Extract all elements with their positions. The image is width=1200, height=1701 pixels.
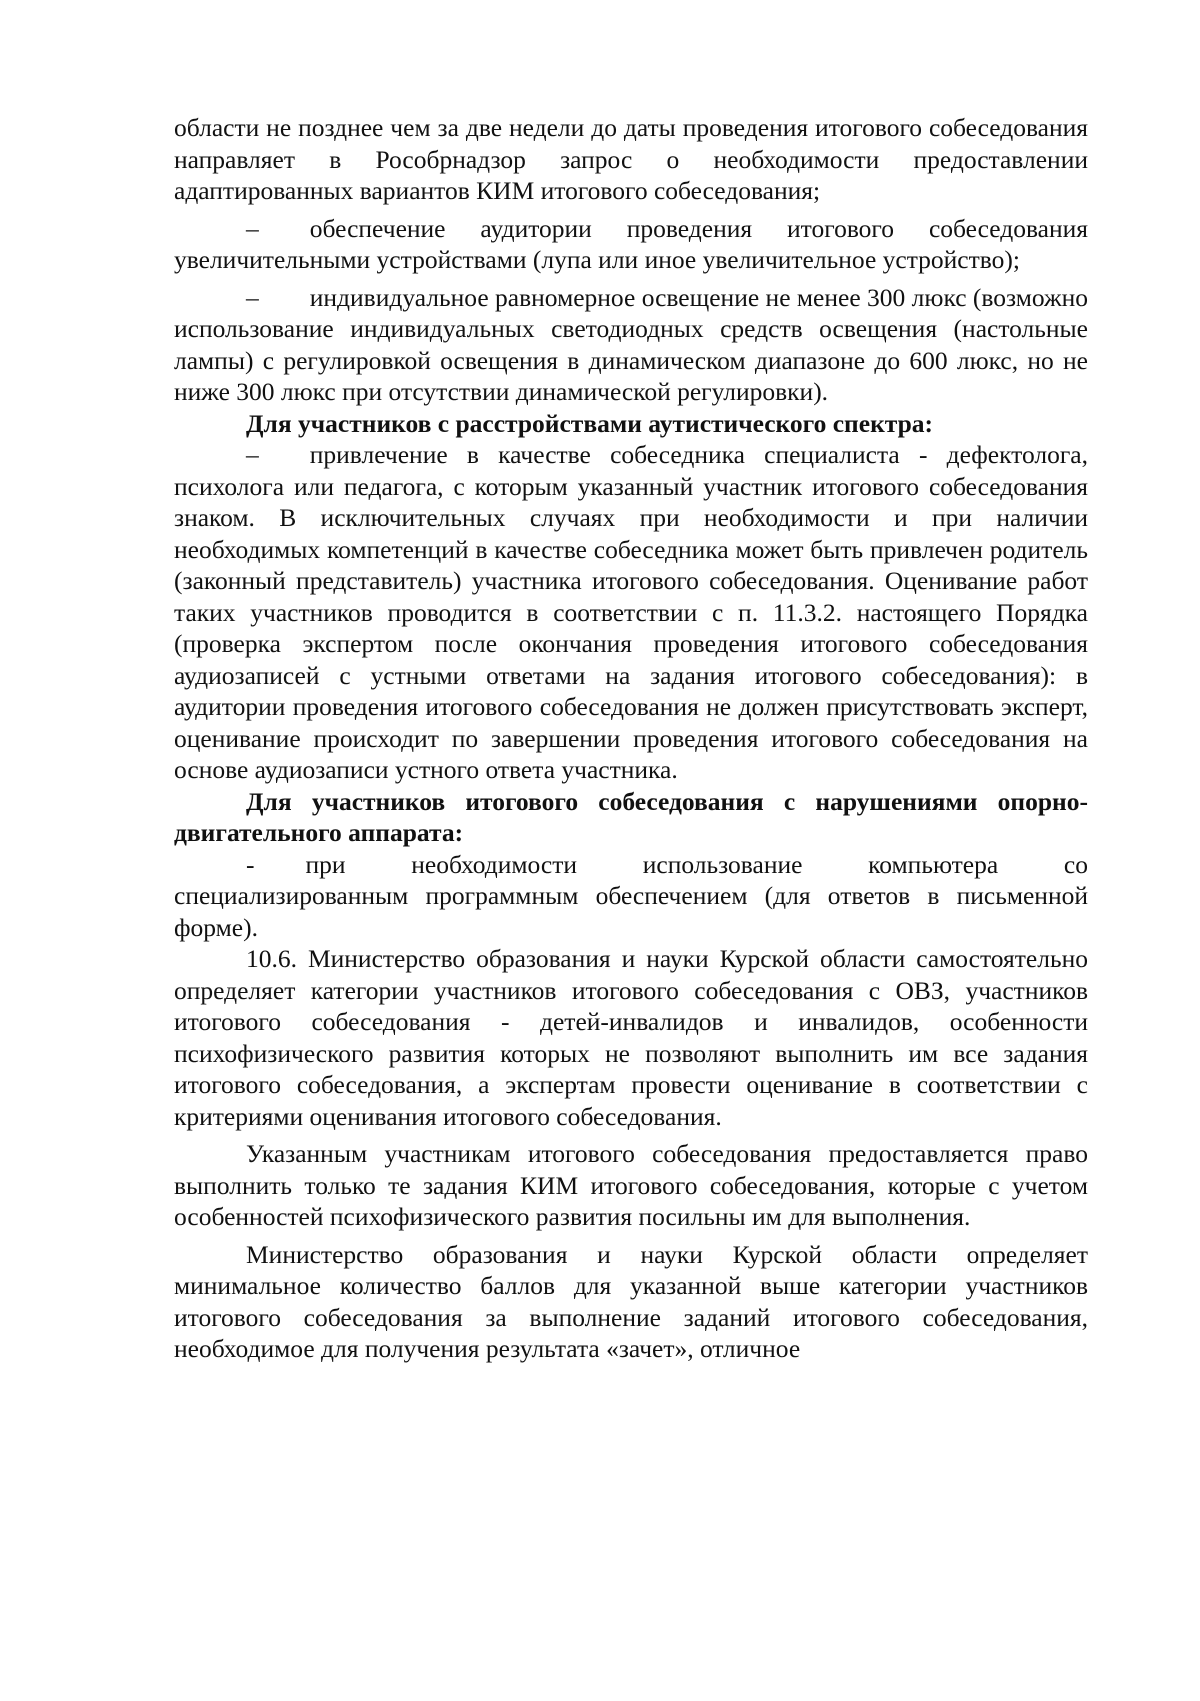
heading-autism-spectrum: Для участников с расстройствами аутистического спектра: — [246, 408, 934, 438]
list-item-computer-use: - при необходимости использование компьютера со специализированным программным обеспечением (для ответов в письменной форме). — [174, 849, 1088, 942]
list-item-interlocutor-specialist: – привлечение в качестве собеседника специалиста - дефектолога, психолога или педагога, с которым указанный участник итогового собеседования знаком. В исключительных случаях при необходимости и при наличии необходимых компетенций в качестве собеседника может быть привлечен родитель (законный представитель) участника итогового собеседования. Оценивание работ таких участников проводится в соответствии с п. 11.3.2. настоящего Порядка (проверка экспертом после окончания проведения итогового собеседования аудиозаписей с устными ответами на задания итогового собеседования): в аудитории проведения итогового собеседования не должен присутствовать эксперт, оценивание происходит по завершении проведения итогового собеседования на основе аудиозаписи устного ответа участника. — [174, 440, 1088, 784]
paragraph-request-adapted-kim: области не позднее чем за две недели до даты проведения итогового собеседования направляет в Рособрнадзор запрос о необходимости предоставлении адаптированных вариантов КИМ итогового собеседования; — [174, 113, 1088, 205]
heading-musculoskeletal-disorders: Для участников итогового собеседования с нарушениями опорно-двигательного аппарата: — [174, 786, 1088, 847]
paragraph-tasks-right: Указанным участникам итогового собеседования предоставляется право выполнить только те задания КИМ итогового собеседования, которые с учетом особенностей психофизического развития посильны им для выполнения. — [174, 1139, 1088, 1231]
list-item-individual-lighting: – индивидуальное равномерное освещение не менее 300 люкс (возможно использование индивидуальных светодиодных средств освещения (настольные лампы) с регулировкой освещения в динамическом диапазоне до 600 люкс, но не ниже 300 люкс при отсутствии динамической регулировки). — [174, 282, 1088, 406]
document-page — [174, 112, 1088, 1365]
list-item-magnifier-devices: – обеспечение аудитории проведения итогового собеседования увеличительными устройствами (лупа или иное увеличительное устройство); — [174, 213, 1088, 274]
paragraph-minimum-score: Министерство образования и науки Курской области определяет минимальное количество баллов для указанной выше категории участников итогового собеседования за выполнение заданий итогового собеседования, необходимое для получения результата «зачет», отличное — [174, 1239, 1088, 1363]
paragraph-10-6: 10.6. Министерство образования и науки Курской области самостоятельно определяет категории участников итогового собеседования с ОВЗ, участников итогового собеседования - детей-инвалидов и инвалидов, особенности психофизического развития которых не позволяют выполнить им все задания итогового собеседования, а экспертам провести оценивание в соответствии с критериями оценивания итогового собеседования. — [174, 944, 1088, 1131]
